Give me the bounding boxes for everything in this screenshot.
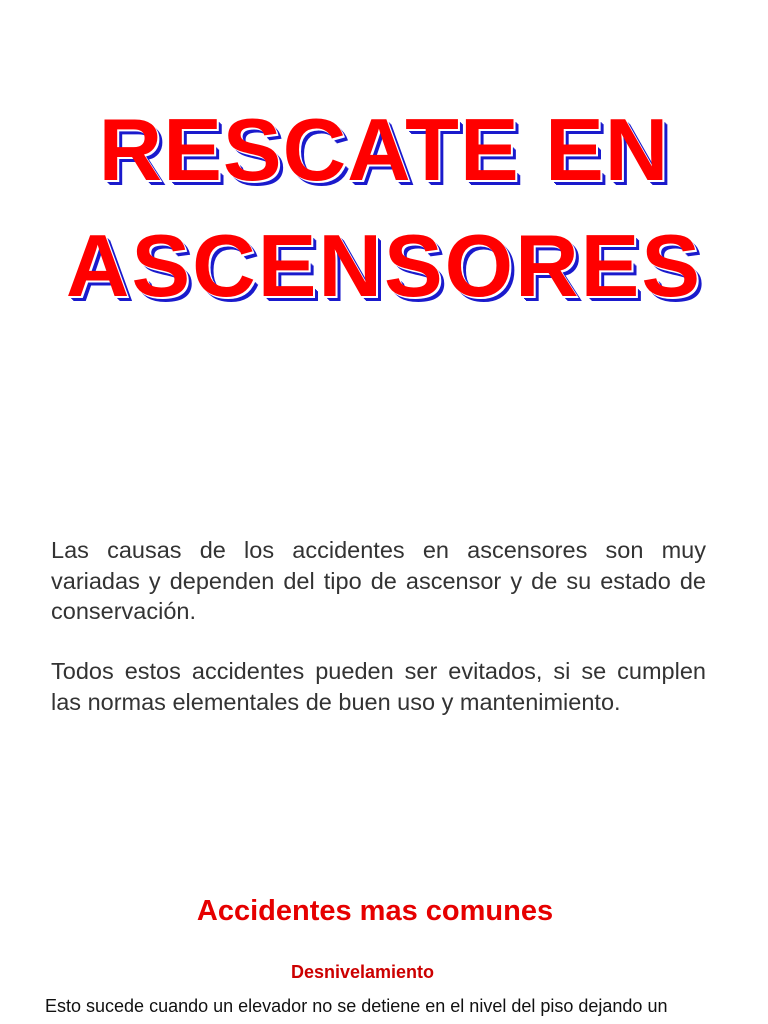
- section-subheading: Desnivelamiento: [290, 962, 435, 982]
- section-heading: Accidentes mas comunes: [196, 895, 554, 927]
- intro-paragraph-prevention: Todos estos accidentes pueden ser evitados, si se cumplen las normas elementales de buen uso y mantenimiento.: [51, 658, 706, 715]
- page-title-line-1: RESCATE EN: [98, 100, 670, 199]
- section-body-text: Esto sucede cuando un elevador no se detiene en el nivel del piso dejando un: [45, 996, 668, 1016]
- page-title-line-2: ASCENSORES: [65, 216, 703, 315]
- intro-paragraph-causes: Las causas de los accidentes en ascensores son muy variadas y dependen del tipo de ascensor y de su estado de conservación.: [51, 537, 706, 624]
